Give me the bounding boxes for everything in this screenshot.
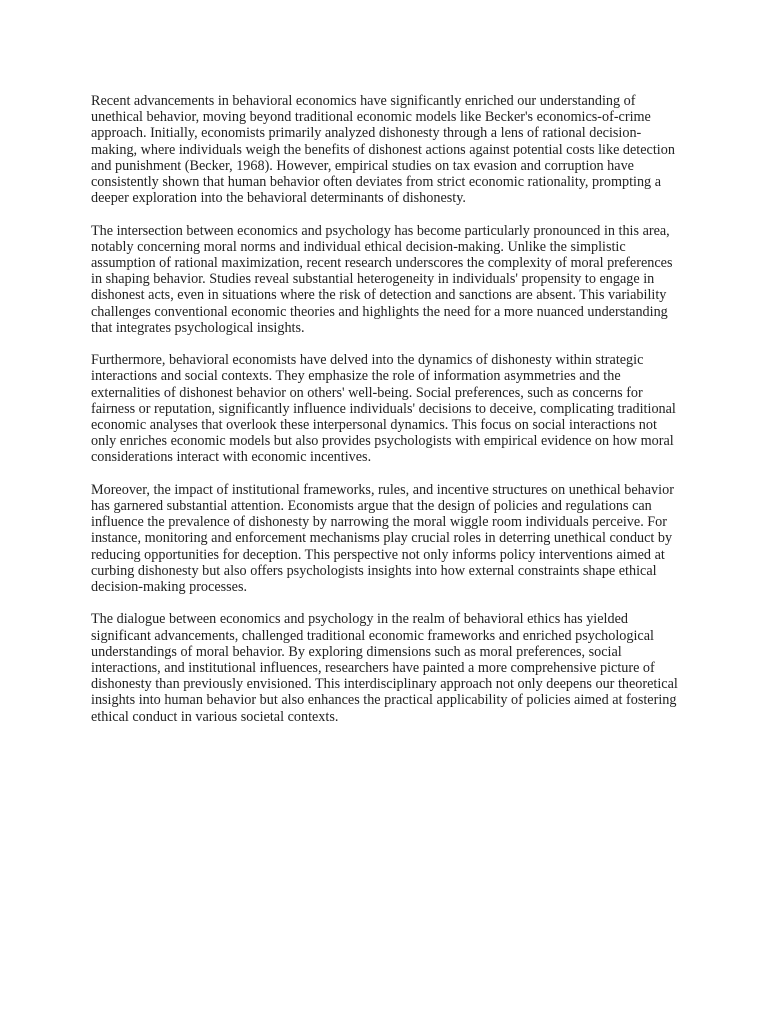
paragraph-2: The intersection between economics and psychology has become particularly pronounced in this area, notably concerning moral norms and individual ethical decision-making. Unlike the simplistic assumption of rational maximization, recent research underscores the complexity of moral preferences in shaping behavior. Studies reveal substantial heterogeneity in individuals' propensity to engage in dishonest acts, even in situations where the risk of detection and sanctions are absent. This variability challenges conventional economic theories and highlights the need for a more nuanced understanding that integrates psychological insights. [91, 222, 673, 336]
document-body [91, 93, 681, 741]
paragraph-5: The dialogue between economics and psychology in the realm of behavioral ethics has yielded significant advancements, challenged traditional economic frameworks and enriched psychological understandings of moral behavior. By exploring dimensions such as moral preferences, social interactions, and institutional influences, researchers have painted a more comprehensive picture of dishonesty than previously envisioned. This interdisciplinary approach not only deepens our theoretical insights into human behavior but also enhances the practical applicability of policies aimed at fostering ethical conduct in various societal contexts. [91, 611, 678, 725]
paragraph-4: Moreover, the impact of institutional frameworks, rules, and incentive structures on unethical behavior has garnered substantial attention. Economists argue that the design of policies and regulations can influence the prevalence of dishonesty by narrowing the moral wiggle room individuals perceive. For instance, monitoring and enforcement mechanisms play crucial roles in deterring unethical conduct by reducing opportunities for deception. This perspective not only informs policy interventions aimed at curbing dishonesty but also offers psychologists insights into how external constraints shape ethical decision-making processes. [91, 481, 674, 596]
paragraph-3: Furthermore, behavioral economists have delved into the dynamics of dishonesty within strategic interactions and social contexts. They emphasize the role of information asymmetries and the externalities of dishonest behavior on others' well-being. Social preferences, such as concerns for fairness or reputation, significantly influence individuals' decisions to deceive, complicating traditional economic analyses that overlook these interpersonal dynamics. This focus on social interactions not only enriches economic models but also provides psychologists with empirical evidence on how moral considerations interact with economic incentives. [91, 352, 676, 466]
paragraph-1: Recent advancements in behavioral economics have significantly enriched our understanding of unethical behavior, moving beyond traditional economic models like Becker's economics-of-crime approach. Initially, economists primarily analyzed dishonesty through a lens of rational decision-making, where individuals weigh the benefits of dishonest actions against potential costs like detection and punishment (Becker, 1968). However, empirical studies on tax evasion and corruption have consistently shown that human behavior often deviates from strict economic rationality, prompting a deeper exploration into the behavioral determinants of dishonesty. [91, 93, 675, 207]
